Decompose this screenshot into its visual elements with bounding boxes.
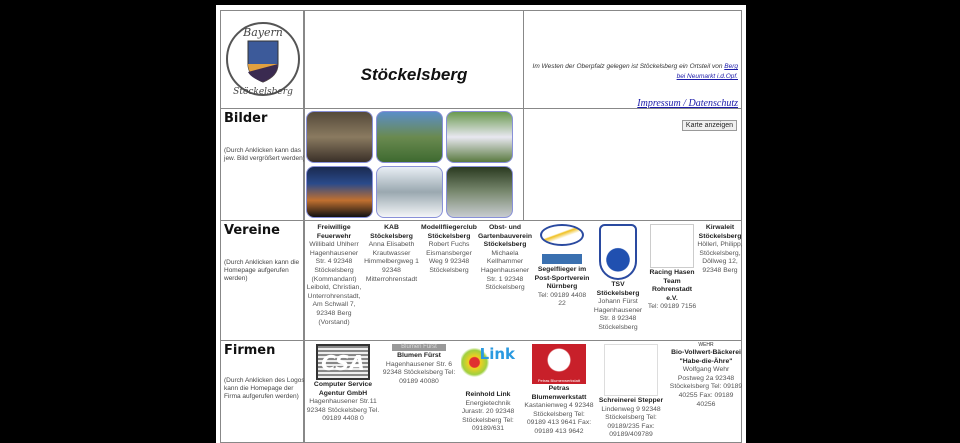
impressum-link[interactable]: Impressum / Datenschutz	[637, 98, 738, 109]
photo-landscape[interactable]	[376, 111, 443, 163]
blumen-fuerst-logo: Blumen Fürst	[392, 344, 446, 351]
verein-kirwaleit[interactable]: Kirwaleit Stöckelsberg Höllerl, Philipp, Stöckelsberg, Döllweg 12, 92348 Berg	[697, 224, 743, 274]
broken-image-icon	[604, 344, 658, 396]
verein-tsv[interactable]: TSV Stöckelsberg Johann Fürst Hagenhausener Str. 8 92348 Stöckelsberg	[590, 224, 646, 333]
vereine-label-cell	[220, 220, 304, 341]
intro-cell	[523, 10, 742, 109]
photo-sunset[interactable]	[306, 166, 373, 218]
page-title: Stöckelsberg	[360, 65, 468, 84]
bilder-hint: (Durch Anklicken kann das jew. Bild vergrößert werden)	[224, 147, 305, 162]
coat-of-arms-logo[interactable]	[224, 14, 302, 104]
photo-aerial-village[interactable]	[306, 111, 373, 163]
csa-logo: CSA	[316, 344, 370, 380]
verein-obst-gartenbau[interactable]: Obst- und Gartenbauverein Stöckelsberg Michaela Kellhammer Hagenhausener Str. 1 92348 Stöckelsberg	[477, 224, 533, 292]
photo-glider[interactable]	[446, 111, 513, 163]
verein-segelflieger[interactable]: Segelflieger im Post-Sportverein Nürnberg Tel: 09189 4408 22	[534, 224, 590, 309]
broken-image-icon	[650, 224, 694, 268]
firmen-hint: (Durch Anklicken des Logos kann die Homepage der Firma aufgerufen werden)	[224, 377, 305, 400]
firma-petras[interactable]: Petras Blumenwerkstatt Petras Blumenwerkstatt Kastanienweg 4 92348 Stöckelsberg Tel: 09189 413 9641 Fax: 09189 413 9642	[523, 344, 595, 437]
bilder-heading: Bilder	[224, 111, 268, 126]
post-sv-logo	[542, 254, 582, 264]
photo-winter[interactable]	[376, 166, 443, 218]
segelflieger-logo	[540, 224, 584, 246]
link-logo: Link	[461, 344, 515, 390]
petras-logo: Petras Blumenwerkstatt	[532, 344, 586, 384]
intro-text: Im Westen der Oberpfalz gelegen ist Stöckelsberg ein Ortsteil von Berg bei Neumarkt i.d.Opf.	[532, 63, 738, 80]
vereine-cell	[304, 220, 742, 341]
firmen-heading: Firmen	[224, 343, 276, 358]
logo-cell	[220, 10, 304, 109]
berg-link[interactable]: Berg bei Neumarkt i.d.Opf.	[676, 63, 738, 80]
firma-link[interactable]: Link Reinhold Link Energietechnik Jurastr. 20 92348 Stöckelsberg Tel: 09189/631	[461, 345, 515, 433]
firma-schreinerei[interactable]: Schreinerei Stepper Lindenweg 9 92348 Stöckelsberg Tel: 09189/235 Fax: 09189/409789	[595, 344, 667, 440]
firma-blumen-fuerst[interactable]: Blumen Fürst Blumen Fürst Hagenhausener Str. 6 92348 Stöckelsberg Tel: 09189 40080	[382, 344, 456, 385]
firmen-cell	[304, 340, 742, 443]
vereine-heading: Vereine	[224, 223, 280, 238]
page	[216, 5, 746, 443]
verein-racing-hasen[interactable]: Racing Hasen Team Rohrenstadt e.V. Tel: 09189 7156	[647, 224, 697, 312]
firmen-label-cell	[220, 340, 304, 443]
bilder-label-cell	[220, 108, 304, 221]
gallery-cell	[304, 108, 524, 221]
verein-feuerwehr[interactable]: Freiwillige Feuerwehr Willibald Uhlherr Hagenhausener Str. 4 92348 Stöckelsberg (Kommandant) Leibold, Christian, Unterrohrenstadt, Am Schwall 7, 92348 Berg (Vorstand)	[306, 224, 362, 326]
tsv-crest	[599, 224, 637, 280]
wehr-logo: WEHR	[698, 342, 714, 348]
firma-csa[interactable]: CSA Computer Service Agentur GmbH Hagenhausener Str.11 92348 Stöckelsberg Tel. 09189 4408 0	[305, 344, 381, 424]
show-map-button[interactable]: Karte anzeigen	[682, 120, 737, 131]
verein-kab[interactable]: KAB Stöckelsberg Anna Elisabeth Krautwasser Himmelbergweg 1 92348 Mitterrohrenstadt	[364, 224, 419, 283]
svg-text:Bayern: Bayern	[243, 26, 283, 39]
title-cell	[304, 10, 524, 109]
photo-monument[interactable]	[446, 166, 513, 218]
vereine-hint: (Durch Anklicken kann die Homepage aufgerufen werden)	[224, 259, 300, 282]
verein-modellflieger[interactable]: Modellfliegerclub Stöckelsberg Robert Fuchs Eismansberger Weg 9 92348 Stöckelsberg	[421, 224, 477, 274]
firma-baeckerei[interactable]: WEHR Bio-Vollwert-Bäckerei "Habe-die-Ähre" Wolfgang Wehr Postweg 2a 92348 Stöckelsberg Tel: 09189 40255 Fax: 09189 40256	[669, 342, 743, 408]
map-cell	[523, 108, 742, 221]
svg-text:Stöckelsberg: Stöckelsberg	[233, 87, 293, 97]
